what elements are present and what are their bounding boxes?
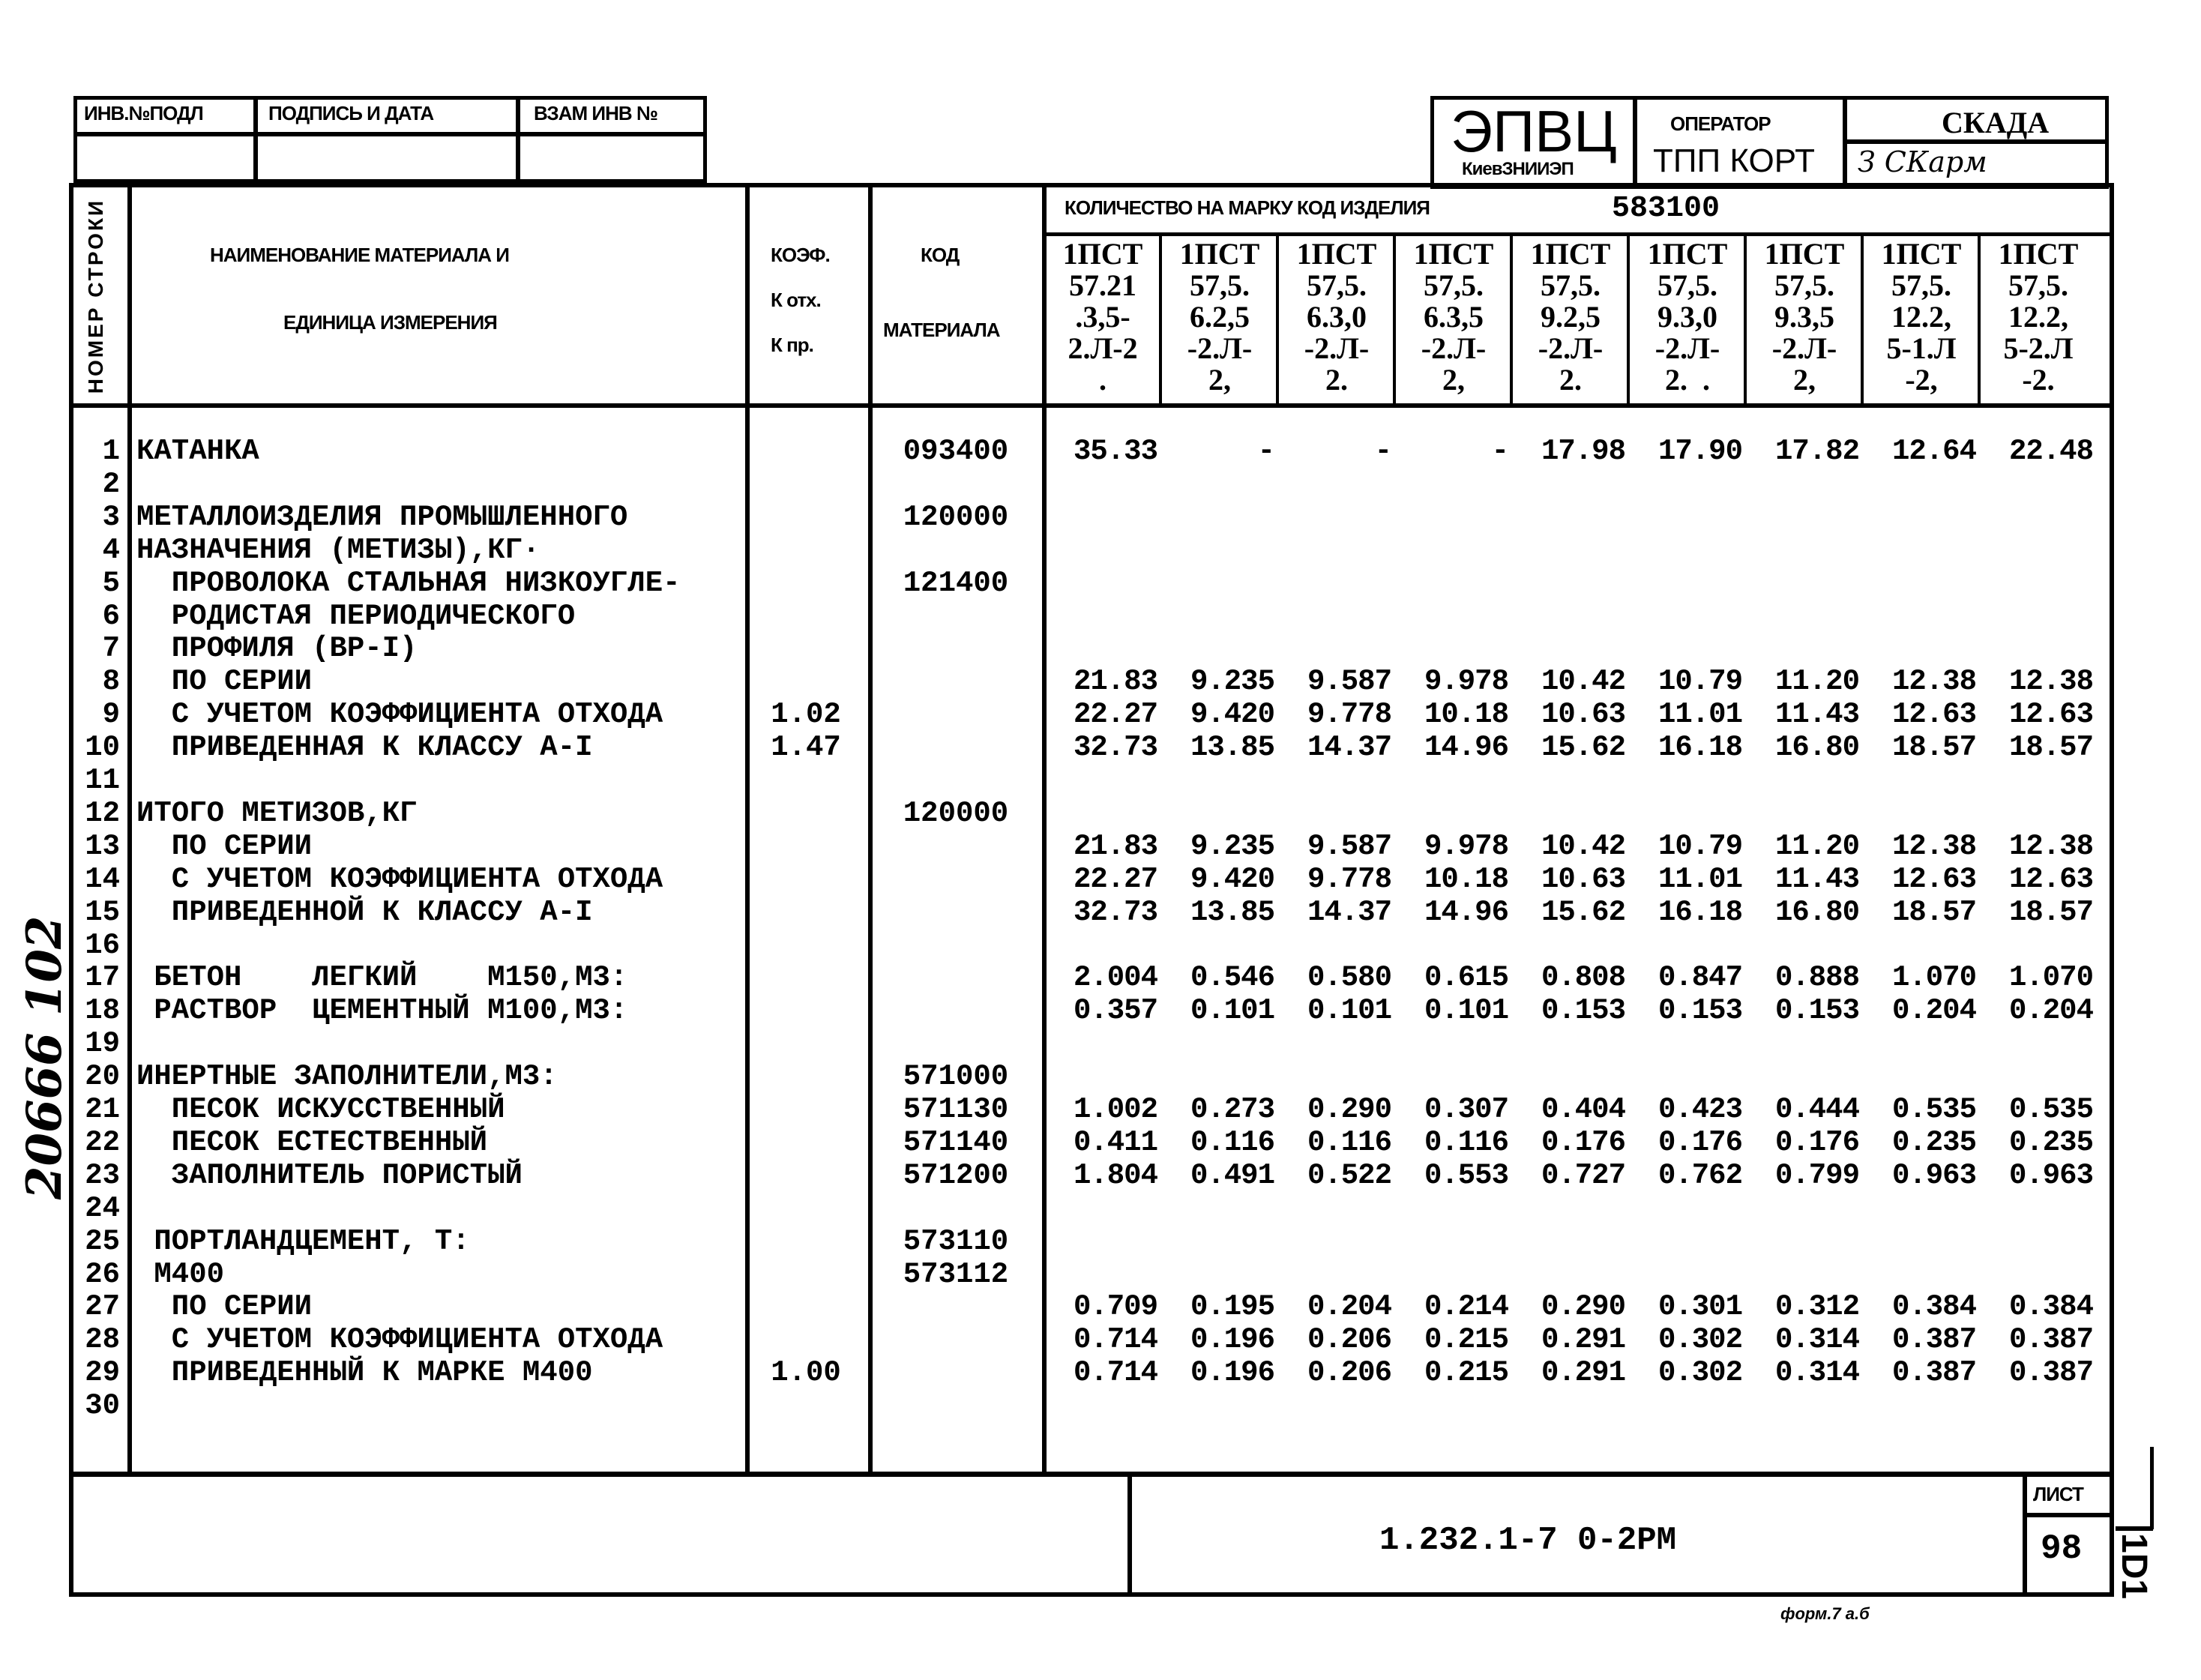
quantity-cell: 0.387: [2008, 1323, 2093, 1357]
row-number: 9: [102, 698, 120, 732]
material-name: ПРОВОЛОКА СТАЛЬНАЯ НИЗКОУГЛЕ-: [136, 566, 681, 600]
org-subtitle: КиевЗНИИЭП: [1462, 159, 1574, 179]
product-column-header: 1ПСТ 57,5. 6.3,5 -2.Л- 2,: [1413, 237, 1494, 397]
name-header-line1: НАИМЕНОВАНИЕ МАТЕРИАЛА И: [210, 244, 509, 266]
row-number: 20: [85, 1060, 120, 1094]
row-number: 27: [85, 1290, 120, 1324]
quantity-cell: 0.808: [1541, 961, 1625, 995]
quantity-cell: 0.714: [1073, 1356, 1157, 1390]
quantity-cell: 12.63: [1891, 862, 1976, 896]
quantity-cell: 0.206: [1307, 1323, 1391, 1357]
quantity-cell: 0.491: [1190, 1158, 1274, 1192]
row-number: 12: [85, 796, 120, 830]
quantity-cell: 0.204: [1891, 994, 1976, 1028]
quantity-cell: 0.101: [1424, 994, 1508, 1028]
quantity-cell: 18.57: [2008, 895, 2093, 929]
quantity-cell: 0.411: [1073, 1125, 1157, 1159]
material-code: 571130: [903, 1093, 1009, 1126]
quantity-cell: 17.98: [1541, 435, 1625, 468]
material-code: 573112: [903, 1257, 1009, 1291]
material-name: ИТОГО МЕТИЗОВ,КГ: [136, 796, 418, 830]
quantity-cell: 18.57: [1891, 731, 1976, 765]
row-number: 28: [85, 1323, 120, 1357]
quantity-cell: 0.307: [1424, 1093, 1508, 1126]
quantity-cell: 9.420: [1190, 862, 1274, 896]
sheet-number: 98: [2041, 1529, 2083, 1568]
material-code: 573110: [903, 1224, 1009, 1258]
coefficient: 1.47: [771, 731, 841, 765]
quantity-cell: 0.195: [1190, 1290, 1274, 1324]
quantity-cell: 17.82: [1774, 435, 1859, 468]
quantity-cell: 11.43: [1774, 862, 1859, 896]
replaced-inv-label: ВЗАМ ИНВ №: [534, 102, 657, 124]
quantity-cell: 0.963: [2008, 1158, 2093, 1192]
quantity-cell: 0.546: [1190, 961, 1274, 995]
row-number: 3: [102, 500, 120, 534]
side-strip-line: [2116, 1526, 2153, 1531]
material-name: МЕТАЛЛОИЗДЕЛИЯ ПРОМЫШЛЕННОГО: [136, 500, 628, 534]
material-name: ПО СЕРИИ: [136, 829, 313, 863]
sheet-label: ЛИСТ: [2033, 1483, 2083, 1505]
quantity-cell: 10.18: [1424, 698, 1508, 732]
material-name: ПО СЕРИИ: [136, 1290, 313, 1324]
quantity-cell: 11.20: [1774, 829, 1859, 863]
material-name: РОДИСТАЯ ПЕРИОДИЧЕСКОГО: [136, 599, 576, 633]
material-name: ПРОФИЛЯ (ВР-I): [136, 632, 418, 666]
material-name: М400: [136, 1257, 225, 1291]
quantity-cell: 1.804: [1073, 1158, 1157, 1192]
quantity-cell: 16.80: [1774, 895, 1859, 929]
quantity-cell: 0.314: [1774, 1323, 1859, 1357]
row-number: 8: [102, 665, 120, 699]
inv-number-label: ИНВ.№ПОДЛ: [84, 102, 203, 124]
footer-divider: [2023, 1513, 2113, 1517]
name-header-line2: ЕДИНИЦА ИЗМЕРЕНИЯ: [283, 311, 497, 334]
material-name: С УЧЕТОМ КОЭФФИЦИЕНТА ОТХОДА: [136, 698, 663, 732]
row-number: 24: [85, 1191, 120, 1225]
product-column-header: 1ПСТ 57,5. 6.3,0 -2.Л- 2.: [1296, 237, 1377, 397]
quantity-cell: 0.176: [1774, 1125, 1859, 1159]
quantity-cell: 0.215: [1424, 1356, 1508, 1390]
column-divider: [1861, 235, 1864, 406]
quantity-cell: 0.312: [1774, 1290, 1859, 1324]
footer-divider: [2023, 1474, 2027, 1595]
quantity-cell: 10.79: [1657, 665, 1742, 699]
side-mark: 1D1: [2114, 1533, 2154, 1600]
row-number: 1: [102, 435, 120, 468]
quantity-cell: 0.580: [1307, 961, 1391, 995]
product-column-header: 1ПСТ 57,5. 12.2, 5-2.Л -2.: [1998, 237, 2079, 397]
quantity-cell: 22.48: [2008, 435, 2093, 468]
divider: [73, 132, 707, 136]
quantity-cell: 14.37: [1307, 731, 1391, 765]
handwritten-signature: З СКарм: [1858, 145, 1987, 178]
quantity-cell: 12.63: [2008, 698, 2093, 732]
quantity-cell: 13.85: [1190, 731, 1274, 765]
quantity-cell: 11.01: [1657, 698, 1742, 732]
footer-divider: [69, 1472, 2114, 1477]
quantity-cell: 9.420: [1190, 698, 1274, 732]
divider: [253, 96, 258, 183]
quantity-cell: 0.196: [1190, 1323, 1274, 1357]
column-divider: [1159, 235, 1162, 406]
quantity-cell: 12.38: [1891, 829, 1976, 863]
quantity-cell: 16.18: [1657, 731, 1742, 765]
product-column-header: 1ПСТ 57,5. 6.2,5 -2.Л- 2,: [1179, 237, 1260, 397]
quantity-cell: 21.83: [1073, 665, 1157, 699]
quantity-cell: 0.387: [1891, 1356, 1976, 1390]
quantity-cell: 9.235: [1190, 665, 1274, 699]
quantity-cell: 12.64: [1891, 435, 1976, 468]
quantity-cell: 0.714: [1073, 1323, 1157, 1357]
row-number: 5: [102, 566, 120, 600]
quantity-cell: 18.57: [2008, 731, 2093, 765]
signature-date-label: ПОДПИСЬ И ДАТА: [268, 102, 434, 124]
quantity-cell: 12.38: [2008, 665, 2093, 699]
quantity-cell: 0.444: [1774, 1093, 1859, 1126]
material-name: ПРИВЕДЕННОЙ К КЛАССУ А-I: [136, 895, 593, 929]
quantity-cell: 0.301: [1657, 1290, 1742, 1324]
quantity-cell: 15.62: [1541, 731, 1625, 765]
row-number: 26: [85, 1257, 120, 1291]
row-number: 18: [85, 994, 120, 1028]
operator-label: ОПЕРАТОР: [1670, 112, 1771, 135]
column-divider: [1978, 235, 1981, 406]
row-number: 19: [85, 1027, 120, 1061]
quantity-cell: 0.423: [1657, 1093, 1742, 1126]
quantity-cell: 0.204: [1307, 1290, 1391, 1324]
quantity-cell: 0.153: [1541, 994, 1625, 1028]
quantity-cell: 14.37: [1307, 895, 1391, 929]
quantity-cell: 13.85: [1190, 895, 1274, 929]
quantity-cell: 0.116: [1424, 1125, 1508, 1159]
quantity-cell: 0.888: [1774, 961, 1859, 995]
quantity-cell: 11.20: [1774, 665, 1859, 699]
material-code: 571000: [903, 1060, 1009, 1094]
org-logo: ЭПВЦ: [1451, 98, 1617, 164]
quantity-cell: 0.101: [1307, 994, 1391, 1028]
column-divider: [127, 183, 132, 1474]
product-code: 583100: [1612, 192, 1720, 226]
quantity-cell: 0.799: [1774, 1158, 1859, 1192]
quantity-cell: 1.070: [2008, 961, 2093, 995]
quantity-cell: 1.002: [1073, 1093, 1157, 1126]
quantity-cell: 0.101: [1190, 994, 1274, 1028]
quantity-cell: 0.235: [2008, 1125, 2093, 1159]
column-divider: [1510, 235, 1513, 406]
quantity-header: КОЛИЧЕСТВО НА МАРКУ КОД ИЗДЕЛИЯ: [1065, 196, 1430, 219]
quantity-cell: 12.38: [2008, 829, 2093, 863]
column-divider: [1627, 235, 1630, 406]
material-name: ЗАПОЛНИТЕЛЬ ПОРИСТЫЙ: [136, 1158, 523, 1192]
quantity-cell: 0.847: [1657, 961, 1742, 995]
quantity-cell: 0.116: [1190, 1125, 1274, 1159]
quantity-cell: 10.42: [1541, 665, 1625, 699]
quantity-cell: 0.727: [1541, 1158, 1625, 1192]
quantity-cell: 0.384: [2008, 1290, 2093, 1324]
material-name: РАСТВОР ЦЕМЕНТНЫЙ М100,М3:: [136, 994, 628, 1028]
material-code: 571200: [903, 1158, 1009, 1192]
material-name: КАТАНКА: [136, 435, 259, 468]
quantity-cell: 10.63: [1541, 698, 1625, 732]
quantity-cell: 0.116: [1307, 1125, 1391, 1159]
row-number: 23: [85, 1158, 120, 1192]
quantity-cell: 0.535: [2008, 1093, 2093, 1126]
column-divider: [1276, 235, 1279, 406]
quantity-cell: 0.302: [1657, 1323, 1742, 1357]
quantity-cell: 32.73: [1073, 731, 1157, 765]
material-name: ПОРТЛАНДЦЕМЕНТ, Т:: [136, 1224, 470, 1258]
coefficient: 1.02: [771, 698, 841, 732]
material-name: НАЗНАЧЕНИЯ (МЕТИЗЫ),КГ·: [136, 533, 541, 567]
code-header-line1: КОД: [921, 244, 960, 266]
quantity-cell: 0.963: [1891, 1158, 1976, 1192]
material-name: С УЧЕТОМ КОЭФФИЦИЕНТА ОТХОДА: [136, 862, 663, 896]
quantity-cell: 0.709: [1073, 1290, 1157, 1324]
quantity-cell: 1.070: [1891, 961, 1976, 995]
material-code: 571140: [903, 1125, 1009, 1159]
form-mark: форм.7 а.б: [1780, 1604, 1870, 1623]
quantity-cell: 0.290: [1307, 1093, 1391, 1126]
product-column-header: 1ПСТ 57,5. 12.2, 5-1.Л -2,: [1881, 237, 1962, 397]
row-number: 6: [102, 599, 120, 633]
row-number: 2: [102, 467, 120, 501]
material-code: 120000: [903, 796, 1009, 830]
quantity-cell: 0.404: [1541, 1093, 1625, 1126]
row-number: 21: [85, 1093, 120, 1126]
row-number: 30: [85, 1389, 120, 1423]
quantity-cell: 9.978: [1424, 829, 1508, 863]
quantity-cell: 17.90: [1657, 435, 1742, 468]
quantity-cell: 16.18: [1657, 895, 1742, 929]
material-name: С УЧЕТОМ КОЭФФИЦИЕНТА ОТХОДА: [136, 1323, 663, 1357]
coef-header-line2: К отх.: [771, 289, 821, 311]
quantity-cell: 21.83: [1073, 829, 1157, 863]
material-code: 120000: [903, 500, 1009, 534]
row-number: 7: [102, 632, 120, 666]
quantity-cell: 0.357: [1073, 994, 1157, 1028]
quantity-cell: 0.762: [1657, 1158, 1742, 1192]
row-number: 10: [85, 731, 120, 765]
row-number: 16: [85, 928, 120, 962]
quantity-cell: 0.302: [1657, 1356, 1742, 1390]
quantity-cell: 12.63: [1891, 698, 1976, 732]
quantity-cell: 0.553: [1424, 1158, 1508, 1192]
quantity-cell: 10.18: [1424, 862, 1508, 896]
quantity-cell: 0.535: [1891, 1093, 1976, 1126]
row-number: 4: [102, 533, 120, 567]
side-strip-line: [2150, 1447, 2154, 1529]
code-header-line2: МАТЕРИАЛА: [883, 319, 1000, 341]
quantity-cell: 22.27: [1073, 698, 1157, 732]
quantity-cell: 10.42: [1541, 829, 1625, 863]
row-number: 13: [85, 829, 120, 863]
quantity-cell: 0.290: [1541, 1290, 1625, 1324]
quantity-cell: 9.587: [1307, 829, 1391, 863]
quantity-cell: 9.978: [1424, 665, 1508, 699]
quantity-cell: 14.96: [1424, 895, 1508, 929]
quantity-cell: 0.214: [1424, 1290, 1508, 1324]
row-number-header: НОМЕР СТРОКИ: [84, 198, 107, 394]
quantity-cell: 11.01: [1657, 862, 1742, 896]
row-number: 17: [85, 961, 120, 995]
quantity-cell: 0.387: [2008, 1356, 2093, 1390]
quantity-cell: -: [1374, 435, 1391, 468]
quantity-cell: 12.63: [2008, 862, 2093, 896]
quantity-cell: -: [1491, 435, 1508, 468]
quantity-cell: 0.204: [2008, 994, 2093, 1028]
quantity-cell: 0.153: [1657, 994, 1742, 1028]
material-name: ПРИВЕДЕННАЯ К КЛАССУ А-I: [136, 731, 593, 765]
quantity-cell: 35.33: [1073, 435, 1157, 468]
row-number: 15: [85, 895, 120, 929]
document-code: 1.232.1-7 0-2РМ: [1379, 1522, 1677, 1559]
quantity-cell: 0.176: [1657, 1125, 1742, 1159]
material-name: БЕТОН ЛЕГКИЙ М150,М3:: [136, 961, 628, 995]
material-name: ПРИВЕДЕННЫЙ К МАРКЕ М400: [136, 1356, 593, 1390]
quantity-cell: 9.235: [1190, 829, 1274, 863]
column-divider: [1393, 235, 1396, 406]
material-name: ПЕСОК ИСКУССТВЕННЫЙ: [136, 1093, 505, 1126]
material-code: 093400: [903, 435, 1009, 468]
product-column-header: 1ПСТ 57,5. 9.3,0 -2.Л- 2. .: [1647, 237, 1728, 397]
row-number: 29: [85, 1356, 120, 1390]
quantity-divider: [1042, 232, 2114, 236]
product-column-header: 1ПСТ 57,5. 9.3,5 -2.Л- 2,: [1764, 237, 1845, 397]
column-divider: [1744, 235, 1747, 406]
quantity-cell: 0.176: [1541, 1125, 1625, 1159]
footer-divider: [1127, 1474, 1132, 1595]
header-divider: [69, 403, 2114, 408]
quantity-cell: 10.79: [1657, 829, 1742, 863]
coef-header-line1: КОЭФ.: [771, 244, 830, 266]
quantity-cell: 0.196: [1190, 1356, 1274, 1390]
material-name: ПЕСОК ЕСТЕСТВЕННЫЙ: [136, 1125, 488, 1159]
quantity-cell: 9.587: [1307, 665, 1391, 699]
stock-label: СКАДА: [1942, 106, 2050, 139]
quantity-cell: 0.387: [1891, 1323, 1976, 1357]
quantity-cell: 16.80: [1774, 731, 1859, 765]
product-column-header: 1ПСТ 57,5. 9.2,5 -2.Л- 2.: [1530, 237, 1611, 397]
column-divider: [868, 183, 873, 1474]
quantity-cell: 0.235: [1891, 1125, 1976, 1159]
material-name: ПО СЕРИИ: [136, 665, 313, 699]
quantity-cell: 12.38: [1891, 665, 1976, 699]
coef-header-line3: К пр.: [771, 334, 813, 356]
quantity-cell: 2.004: [1073, 961, 1157, 995]
coefficient: 1.00: [771, 1356, 841, 1390]
quantity-cell: 0.291: [1541, 1323, 1625, 1357]
quantity-cell: 15.62: [1541, 895, 1625, 929]
quantity-cell: 0.522: [1307, 1158, 1391, 1192]
quantity-cell: 11.43: [1774, 698, 1859, 732]
quantity-cell: 22.27: [1073, 862, 1157, 896]
row-number: 22: [85, 1125, 120, 1159]
quantity-cell: 18.57: [1891, 895, 1976, 929]
archive-number: 20666 102: [16, 915, 73, 1199]
column-divider: [745, 183, 750, 1474]
quantity-cell: 9.778: [1307, 862, 1391, 896]
quantity-cell: -: [1257, 435, 1274, 468]
operator-value: ТПП КОРТ: [1653, 142, 1815, 179]
row-number: 14: [85, 862, 120, 896]
quantity-cell: 0.291: [1541, 1356, 1625, 1390]
row-number: 25: [85, 1224, 120, 1258]
quantity-cell: 0.215: [1424, 1323, 1508, 1357]
row-number: 11: [85, 764, 120, 797]
quantity-cell: 0.206: [1307, 1356, 1391, 1390]
quantity-cell: 14.96: [1424, 731, 1508, 765]
material-name: ИНЕРТНЫЕ ЗАПОЛНИТЕЛИ,М3:: [136, 1060, 558, 1094]
product-column-header: 1ПСТ 57.21 .3,5- 2.Л-2 .: [1062, 237, 1143, 397]
divider: [1633, 96, 1637, 189]
quantity-cell: 32.73: [1073, 895, 1157, 929]
material-code: 121400: [903, 566, 1009, 600]
quantity-cell: 0.615: [1424, 961, 1508, 995]
divider: [516, 96, 520, 183]
quantity-cell: 10.63: [1541, 862, 1625, 896]
quantity-cell: 0.273: [1190, 1093, 1274, 1126]
quantity-cell: 0.314: [1774, 1356, 1859, 1390]
quantity-cell: 0.384: [1891, 1290, 1976, 1324]
quantity-cell: 9.778: [1307, 698, 1391, 732]
quantity-cell: 0.153: [1774, 994, 1859, 1028]
